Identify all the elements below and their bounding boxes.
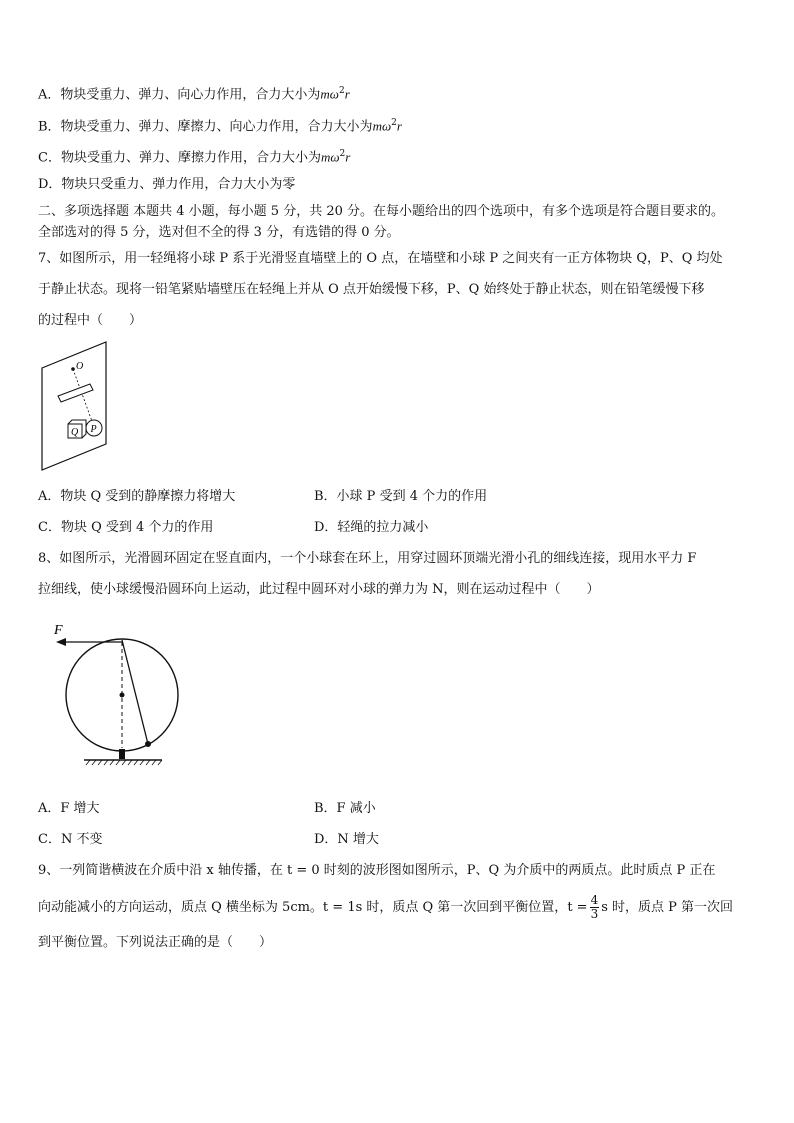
q7-line2: 于静止状态。现将一铅笔紧贴墙壁压在轻绳上并从 O 点开始缓慢下移，P、Q 始终处于静止状态，则在铅笔缓慢下移 [38, 282, 705, 297]
expr-sup: 2 [338, 86, 345, 96]
expr-m: m [320, 86, 330, 102]
label-p: P [90, 424, 97, 435]
q7-option-d: D．轻绳的拉力减小 [314, 520, 429, 535]
q8-line1: 8、如图所示，光滑圆环固定在竖直面内，一个小球套在环上，用穿过圆环顶端光滑小孔的细线连接，现用水平力 F [38, 551, 697, 566]
q8-option-d: D．N 增大 [314, 832, 379, 847]
q6-option-a: A．物块受重力、弹力、向心力作用，合力大小为$m\omega^2r$ [38, 86, 350, 103]
expr-r: r [344, 86, 350, 102]
label-q: Q [71, 427, 79, 438]
q9-line3: 到平衡位置。下列说法正确的是（ ） [38, 935, 273, 950]
q6-option-c: C．物块受重力、弹力、摩擦力作用，合力大小为$m\omega^2r$ [38, 149, 351, 166]
q9-line1: 9、一列简谐横波在介质中沿 x 轴传播，在 t = 0 时刻的波形图如图所示，P、Q 为介质中的两质点。此时质点 P 正在 [38, 863, 716, 878]
q7-line3: 的过程中（ ） [38, 313, 143, 328]
q7-option-a: A．物块 Q 受到的静摩擦力将增大 [38, 489, 236, 504]
q9-line2: 向动能减小的方向运动，质点 Q 横坐标为 5cm。t = 1s 时，质点 Q 第一次回到平衡位置，t = $\frac{4}{3}$ s 时，质点 P 第一次回 [38, 893, 734, 921]
q7-option-c: C．物块 Q 受到 4 个力的作用 [38, 520, 214, 535]
fraction-four-thirds: $\frac{4}{3}$ [590, 893, 599, 921]
pencil [58, 384, 93, 402]
q8-option-a: A．F 增大 [38, 801, 100, 816]
thread [122, 640, 148, 744]
q8-option-c: C．N 不变 [38, 832, 103, 847]
q7-line1: 7、如图所示，用一轻绳将小球 P 系于光滑竖直墙壁上的 O 点，在墙壁和小球 P 之间夹有一正方体物块 Q，P、Q 均处 [38, 251, 723, 266]
label-o: O [76, 361, 84, 372]
ring-center [120, 693, 125, 698]
q7-option-b: B．小球 P 受到 4 个力的作用 [314, 489, 488, 504]
q8-line2: 拉细线，使小球缓慢沿圆环向上运动，此过程中圆环对小球的弹力为 N，则在运动过程中（ ） [38, 582, 600, 597]
section2-line1: 二、多项选择题 本题共 4 小题，每小题 5 分，共 20 分。在每小题给出的四个选项中，有多个选项是符合题目要求的。 [38, 204, 725, 219]
wall-outline [42, 342, 106, 470]
ground-hatch [86, 760, 162, 765]
q6-option-b: B．物块受重力、弹力、摩擦力、向心力作用，合力大小为$m\omega^2r$ [38, 118, 402, 135]
ring-support [119, 749, 125, 759]
q6-option-d: D．物块只受重力、弹力作用，合力大小为零 [38, 177, 296, 192]
section2-line2: 全部选对的得 5 分，选对但不全的得 3 分，有选错的得 0 分。 [38, 225, 400, 240]
expr-omega: ω [329, 86, 339, 102]
q8-option-b: B．F 减小 [314, 801, 376, 816]
force-arrow-head [56, 638, 66, 646]
q7-wall-figure [38, 340, 113, 472]
small-ball [145, 741, 151, 747]
label-f: F [54, 623, 63, 638]
q8-ring-figure [50, 618, 190, 770]
